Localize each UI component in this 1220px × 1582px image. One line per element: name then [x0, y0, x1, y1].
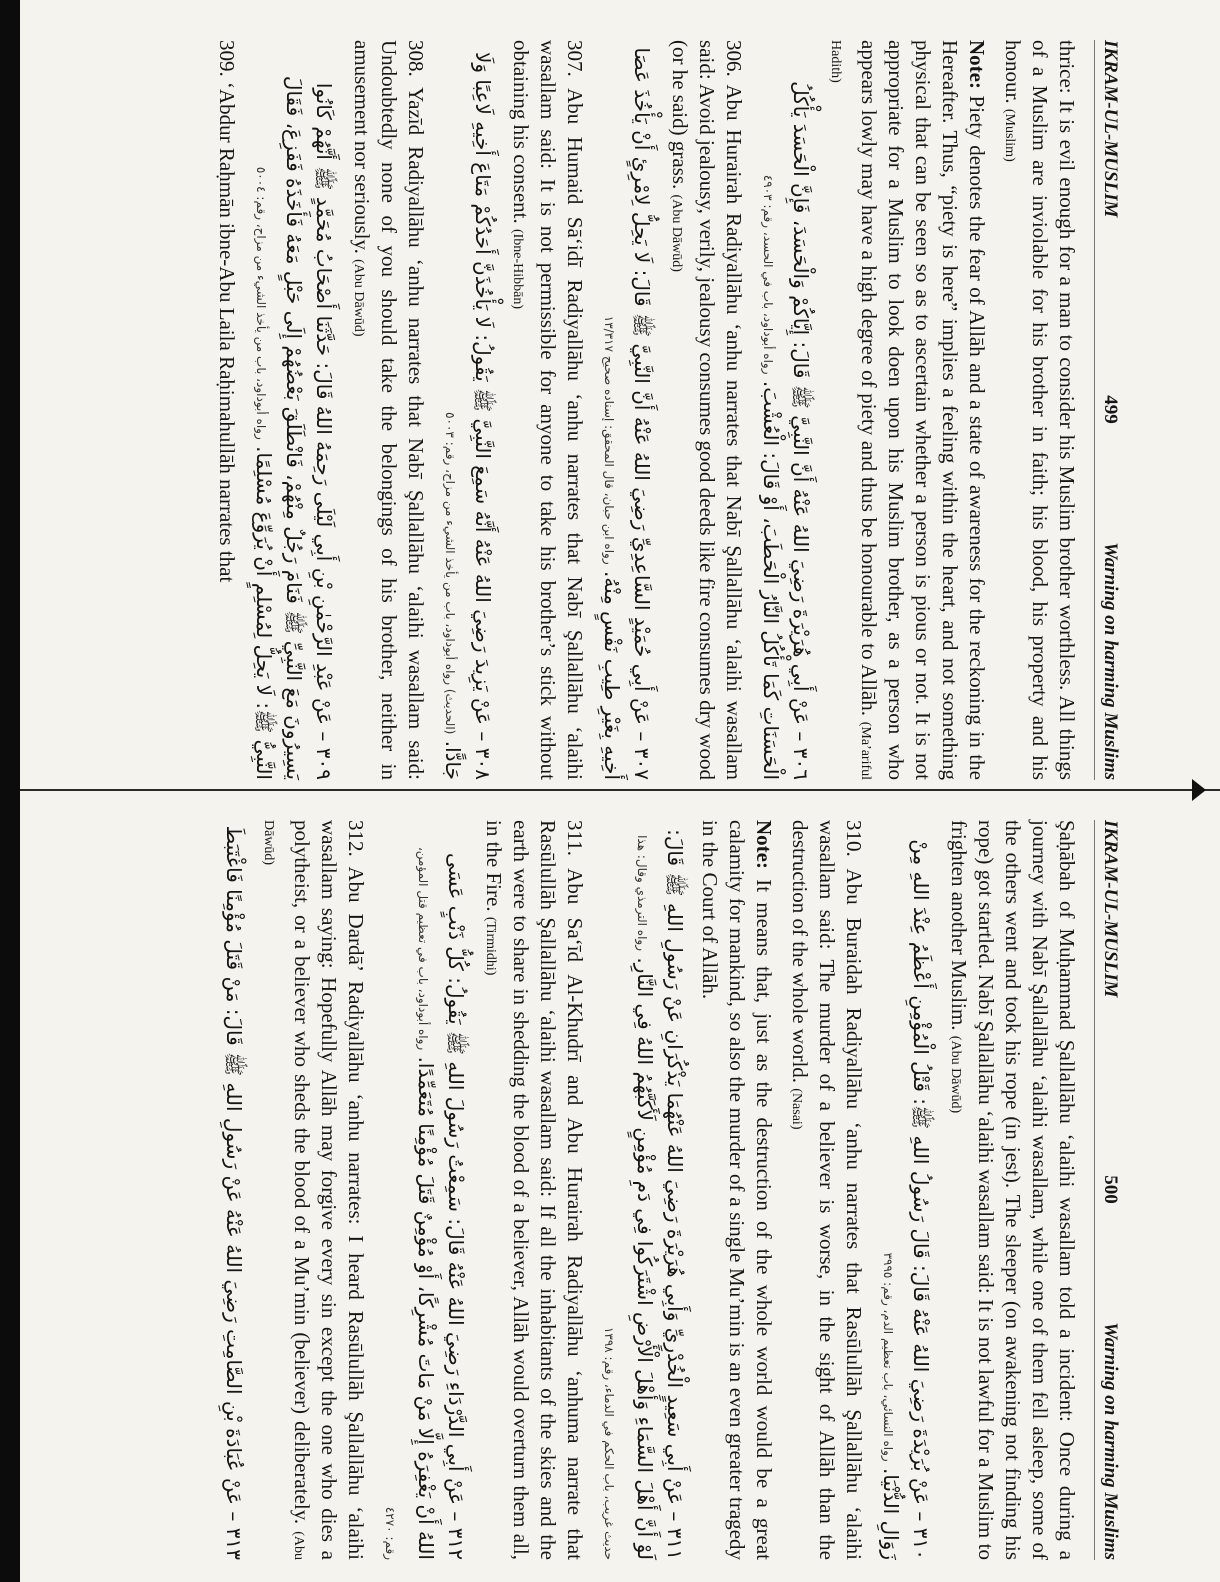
spine-fold-mark [1192, 779, 1206, 801]
note-paragraph [696, 820, 777, 1560]
paragraph-text: thrice: It is evil enough for a man to consider his Muslim brother worthless. All things of a Muslim are inviolable for his brother in faith; his blood, his property and his honour. [1001, 40, 1079, 780]
source-citation: (Muslim) [1002, 108, 1017, 162]
arabic-text: ٣١١ – عَنْ أَبِي سَعِيدٍ الْخُدْرِيِّ وَأَبِي هُرَيْرَةَ رَضِيَ اللهُ عَنْهُمَا يَذْكُرَانِ عَنْ رَسُولِ اللهِ ﷺ قَالَ: لَوْ أَنَّ أَهْلَ السَّمَاءِ وَأَهْلَ الْأَرْضِ اشْتَرَكُوا فِي دَمِ مُؤْمِنٍ لَأَكَبَّهُمُ اللهُ فِي النَّارِ. [633, 829, 687, 1560]
arabic-hadith [594, 40, 657, 780]
note-label: Note: [752, 820, 776, 869]
source-citation: (Tirmidhi) [483, 916, 498, 976]
translation-paragraph [504, 40, 588, 780]
arabic-text: ٣٠٧ – عَنْ أَبِي حُمَيْدٍ السَّاعِدِيِّ رَضِيَ اللهُ عَنْهُ أَنَّ النَّبِيَّ ﷺ قَالَ: لَا يَحِلُّ لِامْرِئٍ أَنْ يَأْخُذَ عَصَا أَخِيهِ بِغَيْرِ طِيبِ نَفْسٍ مِنْهُ. [600, 47, 654, 780]
page-499 [105, 40, 1125, 780]
arabic-hadith [246, 40, 339, 780]
page-body [219, 820, 1080, 1560]
page-500 [105, 820, 1125, 1560]
note-paragraph [822, 40, 990, 780]
paragraph-text: 308. Yazīd Radiyallāhu ‘anhu narrates that Nabī Şallallāhu ‘alaihi wasallam said: Undoubtedly none of you should take the belongings of his brother, neither in amusement nor seriously. [350, 40, 428, 780]
page-body [213, 40, 1080, 780]
paragraph-text: 309. ‘Abdur Raḥmān ibne-Abu Laila Raḥimahullāh narrates that [215, 40, 239, 583]
arabic-text: ٣٠٩ – عَنْ عَبْدِ الرَّحْمٰنِ بْنِ أَبِي لَيْلَى رَحِمَهُ اللهُ قَالَ: حَدَّثَنَا أَصْحَابُ مُحَمَّدٍ ﷺ أَنَّهُمْ كَانُوا يَسِيرُونَ مَعَ النَّبِيِّ ﷺ فَنَامَ رَجُلٌ مِنْهُمْ، فَانْطَلَقَ بَعْضُهُمْ إِلَى حَبْلٍ مَعَهُ فَأَخَذَهُ فَفَزِعَ، فَقَالَ النَّبِيُّ ﷺ: لَا يَحِلُّ لِمُسْلِمٍ أَنْ يُرَوِّعَ مُسْلِمًا. [252, 75, 336, 780]
translation-paragraph [255, 820, 369, 1560]
paragraph-text: Şaḥābah of Muḥammad Şallallāhu ‘alaihi wasallam told a incident: Once during a journey with Nabī Şallallāhu ‘alaihi wasallam, while one of them fell asleep, some of the others went and took his rope (in jest). The sleeper (on awakening not finding his rope) got startled. Nabī Şallallāhu ‘alaihi wasallam said: It is not lawful for a Muslim to frighten another Muslim. [947, 820, 1079, 1560]
arabic-reference: (الحديث) رواه أبوداود، باب من يأخذ الشيء من مزاح، رقم: ٥٠٠٣ [443, 412, 457, 735]
arabic-reference: رواه النسائي، باب تعظيم الدم، رقم: ٣٩٩٥ [881, 1252, 895, 1462]
arabic-reference: رواه أبوداود، باب في الحسد، رقم: ٤٩٠٣ [761, 174, 775, 375]
paragraph-text: 310. Abu Buraidah Radiyallāhu ‘anhu narrates that Rasūlullāh Şallallāhu ‘alaihi wasallam said: The murder of a believer is worse, in the sight of Allāh than the destruction of the whole world. [788, 820, 866, 1560]
running-head [1094, 40, 1125, 780]
note-label: Note: [965, 40, 989, 89]
arabic-reference: رواه أبوداود، باب من يأخذ الشيء من مزاح، رقم: ٥٠٠٤ [254, 166, 268, 440]
paragraph-text: 306. Abu Hurairah Radiyallāhu ‘anhu narrates that Nabī Şallallāhu ‘alaihi wasallam said: Avoid jealousy, verily, jealousy consumes good deeds like fire consumes dry wood (or he said) grass. [668, 40, 746, 780]
chapter-title: Warning on harming Muslims [1100, 542, 1121, 780]
arabic-text: ٣١٢ – عَنْ أَبِي الدَّرْدَاءِ رَضِيَ اللهُ عَنْهُ قَالَ: سَمِعْتُ رَسُولَ اللهِ ﷺ يَقُولُ: كُلُّ ذَنْبٍ عَسَى اللهُ أَنْ يَغْفِرَهُ إِلَّا مَنْ مَاتَ مُشْرِكًا، أَوْ مُؤْمِنٌ قَتَلَ مُؤْمِنًا مُتَعَمِّدًا. [414, 852, 468, 1560]
source-citation: (Abu Dāwūd) [261, 820, 306, 1560]
arabic-hadith [219, 820, 249, 1560]
source-citation: (Ma’ariful Hadith) [828, 40, 873, 781]
chapter-title: Warning on harming Muslims [1100, 1322, 1121, 1560]
arabic-text: ٣٠٦ – عَنْ أَبِي هُرَيْرَةَ رَضِيَ اللهُ عَنْهُ أَنَّ النَّبِيَّ ﷺ قَالَ: إِيَّاكُمْ وَالْحَسَدَ، فَإِنَّ الْحَسَدَ يَأْكُلُ الْحَسَنَاتِ كَمَا تَأْكُلُ النَّارُ الْحَطَبَ، أَوْ قَالَ: الْعُشْبَ. [759, 81, 813, 780]
translation-paragraph [996, 40, 1080, 780]
page-number: 499 [1100, 395, 1121, 424]
scan-border [0, 0, 20, 1582]
arabic-hadith [753, 40, 816, 780]
arabic-text: ٣١٣ – عَنْ عُبَادَةَ بْنِ الصَّامِتِ رَضِيَ اللهُ عَنْهُ عَنْ رَسُولِ اللهِ ﷺ قَالَ: مَنْ قَتَلَ مُؤْمِنًا فَاغْتَبَطَ [222, 825, 246, 1560]
paragraph-text: 312. Abu Dardā’ Radiyallāhu ‘anhu narrates: I heard Rasūlullāh Şallallāhu ‘alaihi wasallam saying: Hopefully Allāh may forgive every sin except the one who dies a polytheist, or a believer who sheds the blood of a Mu’min (believer) deliberately. [290, 820, 368, 1560]
translation-paragraph [942, 820, 1080, 1560]
book-title: IKRAM-UL-MUSLIM [1100, 820, 1121, 998]
page-number: 500 [1100, 1175, 1121, 1204]
source-citation: (Ibne-Hibbān) [510, 228, 525, 310]
arabic-hadith [435, 40, 498, 780]
arabic-hadith [873, 820, 936, 1560]
arabic-reference: رواه الترمذي وقال: هذا حديث غريب، باب الحكم في الدماء، رقم: ١٣٩٨ [602, 835, 649, 1560]
paragraph-text: 307. Abu Humaid Sā‘idī Radiyallāhu ‘anhu narrates that Nabī Şallallāhu ‘alaihi wasallam said: It is not permissible for anyone to take his brother’s stick without obtaining his consent. [509, 40, 587, 780]
paragraph-text: It means that, just as the destruction of the whole world would be a great calamity for mankind, so also the murder of a single Mu’min is an even greater tragedy in the Court of Allāh. [698, 820, 776, 1560]
source-citation: (Abu Dāwūd) [669, 194, 684, 272]
translation-paragraph [663, 40, 747, 780]
book-title: IKRAM-UL-MUSLIM [1100, 40, 1121, 218]
arabic-reference: رواه ابن حبان، قال المحقق: إسناده صحيح ١٣/٣١٧ [602, 315, 616, 565]
arabic-text: ٣٠٨ – عَنْ يَزِيدَ رَضِيَ اللهُ عَنْهُ أَنَّهُ سَمِعَ النَّبِيَّ ﷺ يَقُولُ: لَا يَأْخُذَنَّ أَحَدُكُمْ مَتَاعَ أَخِيهِ لَاعِبًا وَلَا جَادًّا. [441, 52, 495, 780]
paragraph-text: 311. Abu Sa‘īd Al-Khudrī and Abu Hurairah Radiyallāhu ‘anhuma narrate that Rasūlullāh Şallallāhu ‘alaihi wasallam said: If all the inhabitants of the skies and the earth were to share in shedding the blood of a believer, Allāh would overturn them all, in the Fire. [482, 820, 587, 1560]
running-head [1094, 820, 1125, 1560]
arabic-hadith [594, 820, 690, 1560]
arabic-reference: رواه أبوداود، باب في تعظيم قتل المؤمن، رقم: ٤٢٧٠ [383, 846, 430, 1560]
translation-paragraph [477, 820, 588, 1560]
source-citation: (Nasai) [789, 1088, 804, 1130]
source-citation: (Abu Dāwūd) [948, 1035, 963, 1114]
translation-paragraph [345, 40, 429, 780]
arabic-hadith [375, 820, 471, 1560]
translation-paragraph [213, 40, 240, 780]
book-spine [20, 789, 1220, 791]
arabic-text: ٣١٠ – عَنْ بُرَيْدَةَ رَضِيَ اللهُ عَنْهُ قَالَ: قَالَ رَسُولُ اللهِ ﷺ: قَتْلُ الْمُؤْمِنِ أَعْظَمُ عِنْدَ اللهِ مِنْ زَوَالِ الدُّنْيَا. [879, 839, 933, 1560]
paragraph-text: Piety denotes the fear of Allāh and a state of awareness for the reckoning in the Hereafter. Thus, “piety is here” implies a feeling within the heart, and not something physical that can be seen so as to ascertain whether a person is pious or not. It is not appropriate for a Muslim to look doen upon his Muslim brother, as a person who appears lowly may have a high degree of piety and thus be honourable to Allāh. [857, 40, 989, 780]
source-citation: (Abu Dāwūd) [351, 259, 366, 337]
translation-paragraph [783, 820, 867, 1560]
